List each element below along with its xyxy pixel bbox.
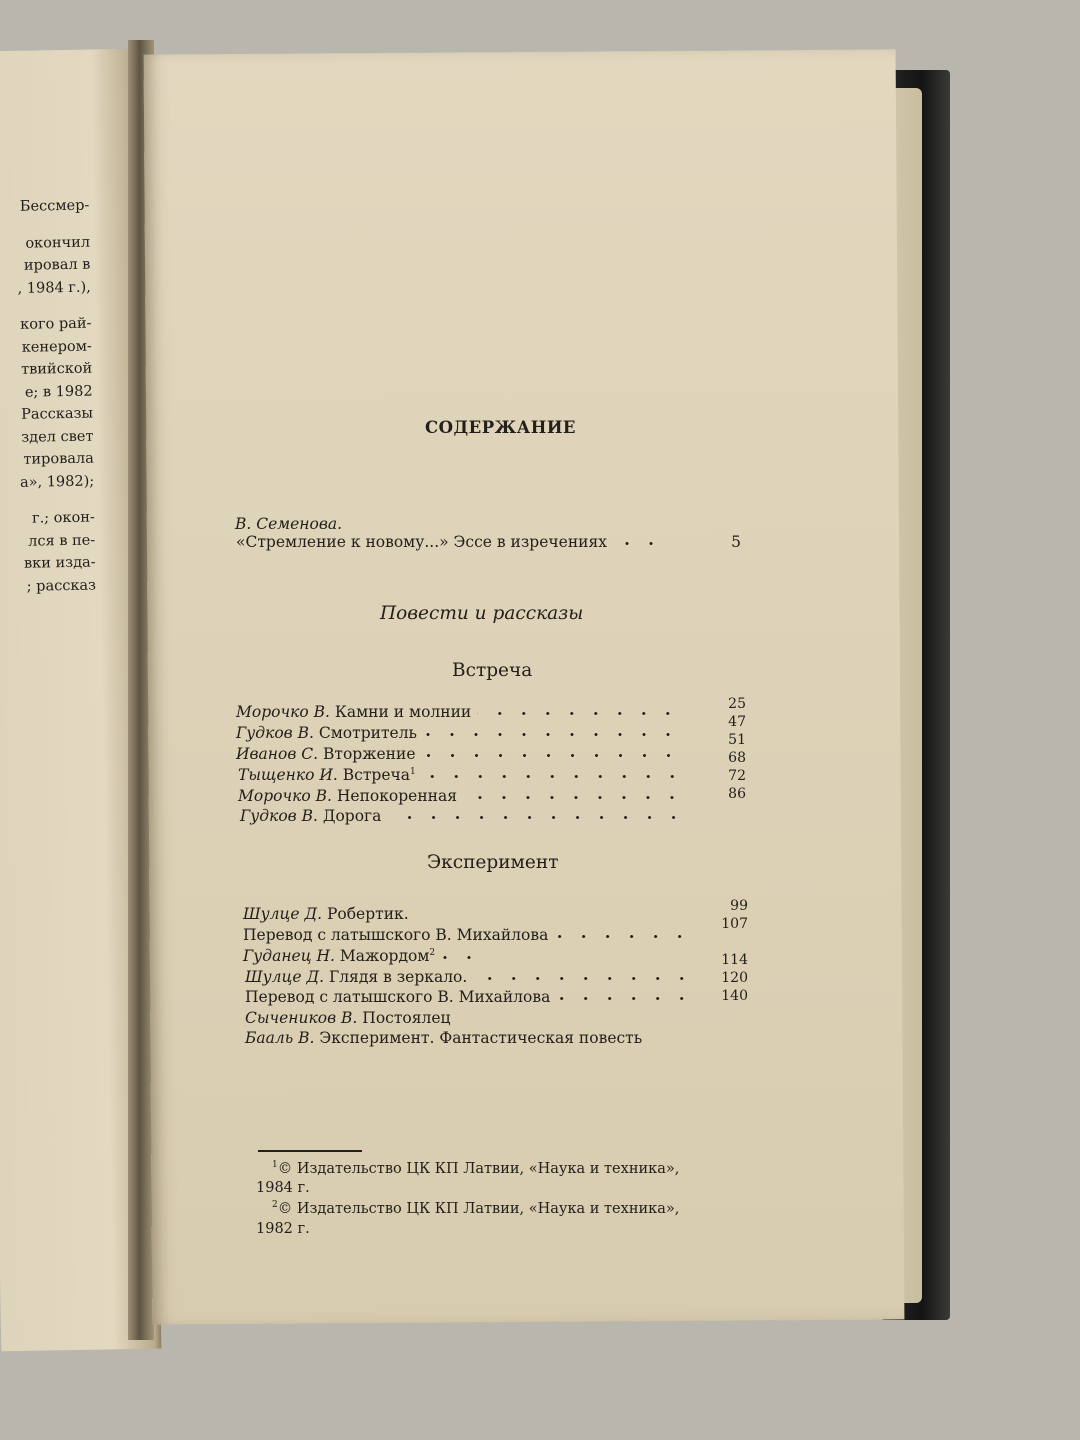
left-line: а», 1982); <box>19 473 95 491</box>
page-number: 99 <box>730 898 748 914</box>
entry-title: Глядя в зеркало. <box>328 968 468 986</box>
entry-title: Робертик. <box>326 905 409 923</box>
entry-author: Гуданец Н. <box>243 947 335 965</box>
left-line: тировала <box>23 450 94 468</box>
page-number: 51 <box>728 732 746 748</box>
entry-title: Перевод с латышского В. Михайлова <box>245 988 551 1006</box>
footnote-1-year: 1984 г. <box>256 1180 310 1196</box>
left-line: твийской <box>20 360 93 378</box>
toc-entry <box>238 787 690 808</box>
contents-page <box>144 49 905 1324</box>
toc-entry <box>236 703 686 724</box>
leader-dots <box>422 754 681 757</box>
footnote-text: © Издательство ЦК КП Латвии, «Наука и техника», <box>277 1200 680 1217</box>
toc-entry <box>243 905 693 926</box>
page-number: 120 <box>721 970 748 986</box>
page-number: 72 <box>728 768 746 784</box>
left-line: , 1984 г.), <box>17 279 91 297</box>
footnote-text: © Издательство ЦК КП Латвии, «Наука и техника», <box>277 1160 680 1177</box>
entry-title: Постоялец <box>362 1009 451 1027</box>
footnote-mark: 2 <box>429 947 436 958</box>
entry-author: Гудков В. <box>240 807 318 825</box>
page-number: 86 <box>728 786 746 802</box>
footnote-rule <box>258 1150 362 1152</box>
left-line: здел свет <box>21 428 94 446</box>
footnote-mark: 2 <box>272 1200 278 1210</box>
toc-entry <box>238 766 690 787</box>
leader-dots <box>554 935 692 938</box>
page-numbers-vstrecha <box>690 695 746 803</box>
page-number: 68 <box>728 750 746 766</box>
entry-title: Мажордом <box>339 947 430 965</box>
entry-author: Шулце Д. <box>245 968 324 986</box>
leader-dots <box>422 775 684 778</box>
left-line: окончил <box>25 234 91 252</box>
toc-entry <box>245 968 700 989</box>
toc-entry <box>236 745 686 766</box>
entry-title: Непокоренная <box>336 787 458 805</box>
toc-entry <box>245 1029 705 1050</box>
entry-title: Эксперимент. Фантастическая повесть <box>319 1029 643 1047</box>
entry-title: Камни и молнии <box>334 703 472 721</box>
entry-author: Гудков В. <box>236 724 314 742</box>
entry-author: Морочко В. <box>238 787 332 805</box>
left-line: г.; окон- <box>31 509 95 527</box>
toc-entry <box>240 807 692 828</box>
footnote-1 <box>272 1160 679 1177</box>
entry-title: Перевод с латышского В. Михайлова <box>243 926 549 944</box>
entry-author: Бааль В. <box>245 1029 315 1047</box>
page-number: 140 <box>721 988 748 1004</box>
left-line: вки изда- <box>23 554 96 572</box>
part-title: Повести и рассказы <box>380 603 584 624</box>
footnote-mark: 1 <box>272 1160 278 1170</box>
leader-dots <box>423 733 680 736</box>
intro-page: 5 <box>731 533 741 551</box>
left-line: кенером- <box>21 338 92 356</box>
page-number: 47 <box>728 714 746 730</box>
entry-title: Смотритель <box>318 724 417 742</box>
left-page-text <box>0 195 96 599</box>
toc-entry <box>245 988 700 1009</box>
footnote-2-year: 1982 г. <box>256 1221 310 1237</box>
entry-author: Шулце Д. <box>243 905 322 923</box>
contents-heading: СОДЕРЖАНИЕ <box>425 418 577 437</box>
page-number: 25 <box>728 696 746 712</box>
page-number: 107 <box>721 916 748 932</box>
left-line: е; в 1982 <box>24 383 93 401</box>
left-line: ировал в <box>23 256 91 274</box>
page-number: 114 <box>721 952 748 968</box>
entry-title: Вторжение <box>323 745 416 763</box>
leader-dots <box>463 796 684 799</box>
leader-dots <box>477 712 680 715</box>
entry-author: Иванов С. <box>236 745 319 763</box>
entry-title: Встреча <box>342 766 410 784</box>
left-line: Бессмер- <box>19 197 90 215</box>
leader-dots <box>441 956 481 959</box>
toc-entry <box>245 1009 705 1030</box>
entry-title: Дорога <box>322 807 382 825</box>
toc-entry <box>243 926 698 947</box>
toc-entry-intro <box>236 533 741 554</box>
section-title-eksperiment: Эксперимент <box>427 852 559 873</box>
intro-title: «Стремление к новому...» Эссе в изречениях <box>236 533 608 551</box>
toc-entry <box>236 724 686 745</box>
leader-dots <box>621 542 663 545</box>
entry-author: Сычеников В. <box>245 1009 358 1027</box>
left-line: Рассказы <box>21 405 94 423</box>
toc-entry <box>243 947 703 968</box>
footnote-mark: 1 <box>410 766 416 777</box>
section-title-vstrecha: Встреча <box>452 660 533 681</box>
footnote-2 <box>272 1200 679 1217</box>
leader-dots <box>473 977 694 980</box>
entry-author: Тыщенко И. <box>238 766 338 784</box>
leader-dots <box>556 997 694 1000</box>
intro-author: В. Семенова. <box>235 515 343 533</box>
leader-dots <box>387 816 686 819</box>
left-line: ; рассказ <box>26 577 97 595</box>
entry-author: Морочко В. <box>236 703 330 721</box>
left-line: лся в пе- <box>28 532 96 550</box>
left-line: кого рай- <box>20 315 92 333</box>
